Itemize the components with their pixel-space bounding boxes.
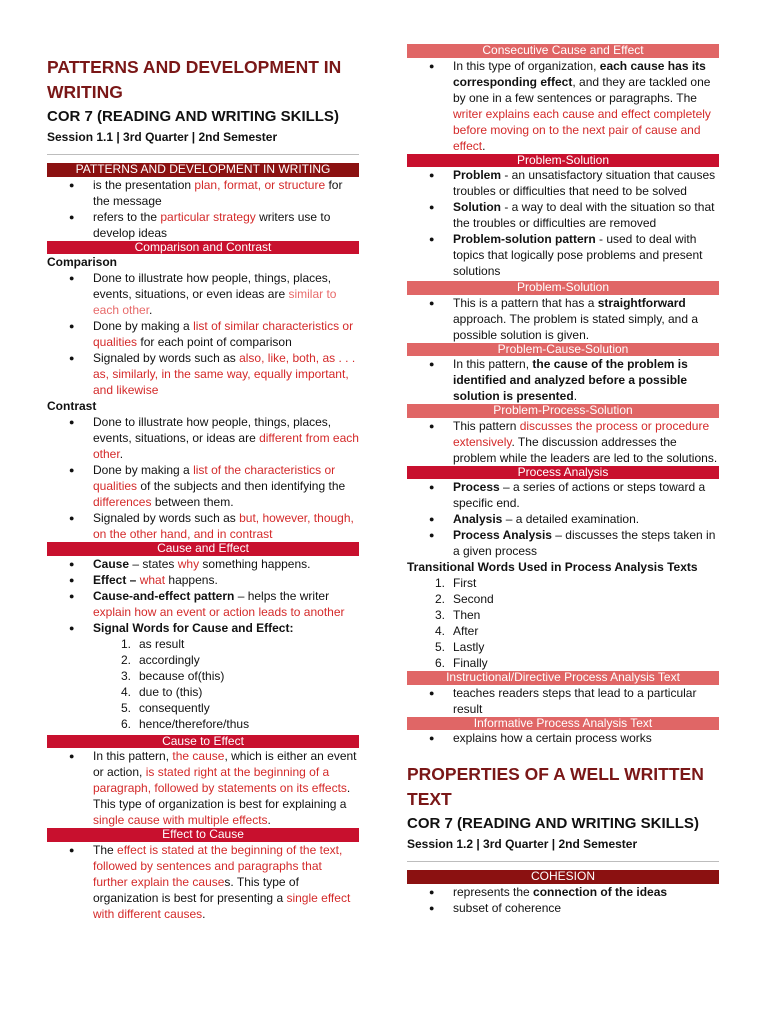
problem-process-solution-list [407,418,719,466]
list-item: 1. First [434,576,477,590]
section-header-informative: Informative Process Analysis Text [407,717,719,731]
list-item: ● This is a pattern that has a straightforward approach. The problem is stated simply, and a possible solution is given. [407,295,719,343]
list-item: 3. because of(this) [120,668,225,683]
signal-words-list [47,636,359,732]
process-analysis-list [407,479,719,559]
list-item: ● This pattern discusses the process or procedure extensively. The discussion addresses the problem while the leaders are led to the solutions. [407,418,719,466]
section-header-problem-cause-solution: Problem-Cause-Solution [407,343,719,357]
list-item: 4. After [434,624,479,638]
right-column [407,0,719,916]
list-item: ● subset of coherence [407,900,719,916]
problem-cause-solution-list [407,356,719,404]
cohesion-list [407,884,719,916]
list-item: ● Done to illustrate how people, things, places, events, situations, or ideas are different from each other. [47,414,359,462]
section-header-patterns: PATTERNS AND DEVELOPMENT IN WRITING [47,163,359,177]
list-item: ● Done to illustrate how people, things, places, events, situations, or even ideas are similar to each other. [47,270,359,318]
section-header-consecutive: Consecutive Cause and Effect [407,44,719,58]
course-title-2: COR 7 (READING AND WRITING SKILLS) [407,815,699,832]
section-header-process-analysis: Process Analysis [407,466,719,480]
patterns-list [47,177,359,241]
section-header-comparison-contrast: Comparison and Contrast [47,241,359,255]
section-header-instructional: Instructional/Directive Process Analysis Text [407,671,719,685]
informative-list [407,730,719,746]
left-column [47,0,359,922]
list-item: ● refers to the particular strategy writers use to develop ideas [47,209,359,241]
list-item: ● Done by making a list of the characteristics or qualities of the subjects and then identifying the differences between them. [47,462,359,510]
list-item: 2. accordingly [120,652,200,667]
list-item: ● Problem - an unsatisfactory situation that causes troubles or difficulties that need to be solved [407,167,719,199]
list-item: ● Process Analysis – discusses the steps taken in a given process [407,527,719,559]
list-item: ● Signaled by words such as also, like, both, as . . . as, similarly, in the same way, equally important, and likewise [47,350,359,398]
list-item: ● Done by making a list of similar characteristics or qualities for each point of comparison [47,318,359,350]
section-header-cohesion: COHESION [407,870,719,884]
list-item: ● is the presentation plan, format, or structure for the message [47,177,359,209]
section-header-problem-solution-2: Problem-Solution [407,281,719,295]
section-header-problem-process-solution: Problem-Process-Solution [407,404,719,418]
list-item: ● Cause – states why something happens. [47,556,359,572]
list-item: ● Problem-solution pattern - used to deal with topics that logically pose problems and present solutions [407,231,719,279]
list-item: 5. Lastly [434,640,485,654]
list-item: 1. as result [120,636,185,651]
subheading-comparison: Comparison [47,255,118,269]
problem-solution-2-list [407,295,719,343]
cause-to-effect-list [47,748,359,828]
instructional-list [407,685,719,717]
problem-solution-list [407,167,719,279]
page-title: PATTERNS AND DEVELOPMENT IN WRITING [47,57,342,102]
list-item: 6. hence/therefore/thus [120,716,250,731]
list-item: ● In this pattern, the cause of the problem is identified and analyzed before a possible solution is presented. [407,356,719,404]
list-item: ● Signal Words for Cause and Effect: [47,620,359,636]
section-header-problem-solution: Problem-Solution [407,154,719,168]
section-header-cause-to-effect: Cause to Effect [47,735,359,749]
section-header-effect-to-cause: Effect to Cause [47,828,359,842]
consecutive-list [407,58,719,154]
list-item: ● In this pattern, the cause, which is either an event or action, is stated right at the beginning of a paragraph, followed by statements on its effects. This type of organization is best for explaining a single cause with multiple effects. [47,748,359,828]
list-item: ● Effect – what happens. [47,572,359,588]
list-item: 3. Then [434,608,481,622]
list-item: ● Analysis – a detailed examination. [407,511,719,527]
effect-to-cause-list [47,842,359,922]
list-item: ● represents the connection of the ideas [407,884,719,900]
list-item: ● Signaled by words such as but, however, though, on the other hand, and in contrast [47,510,359,542]
list-item: 2. Second [434,592,494,606]
cause-effect-list [47,556,359,636]
subheading-transitional-words: Transitional Words Used in Process Analysis Texts [407,560,698,574]
subheading-contrast: Contrast [47,399,97,413]
list-item: ● In this type of organization, each cause has its corresponding effect, and they are tackled one by one in a few sentences or paragraphs. The writer explains each cause and effect completely before moving on to the next pair of cause and effect. [407,58,719,154]
section-title-properties: PROPERTIES OF A WELL WRITTEN TEXT [407,764,704,809]
section-header-cause-effect: Cause and Effect [47,542,359,556]
list-item: ● Cause-and-effect pattern – helps the writer explain how an event or action leads to another [47,588,359,620]
list-item: ● Solution - a way to deal with the situation so that the troubles or difficulties are removed [407,199,719,231]
list-item: 6. Finally [434,656,488,670]
comparison-list [47,270,359,398]
list-item: 5. consequently [120,700,210,715]
session-info: Session 1.1 | 3rd Quarter | 2nd Semester [47,130,278,144]
list-item: 4. due to (this) [120,684,203,699]
transitional-words-list [407,575,719,671]
session-info-2: Session 1.2 | 3rd Quarter | 2nd Semester [407,837,638,851]
course-title: COR 7 (READING AND WRITING SKILLS) [47,108,339,125]
list-item: ● The effect is stated at the beginning of the text, followed by sentences and paragraphs that further explain the causes. This type of organization is best for presenting a single effect with different causes. [47,842,359,922]
contrast-list [47,414,359,542]
list-item: ● Process – a series of actions or steps toward a specific end. [407,479,719,511]
list-item: ● explains how a certain process works [407,730,719,746]
list-item: ● teaches readers steps that lead to a particular result [407,685,719,717]
